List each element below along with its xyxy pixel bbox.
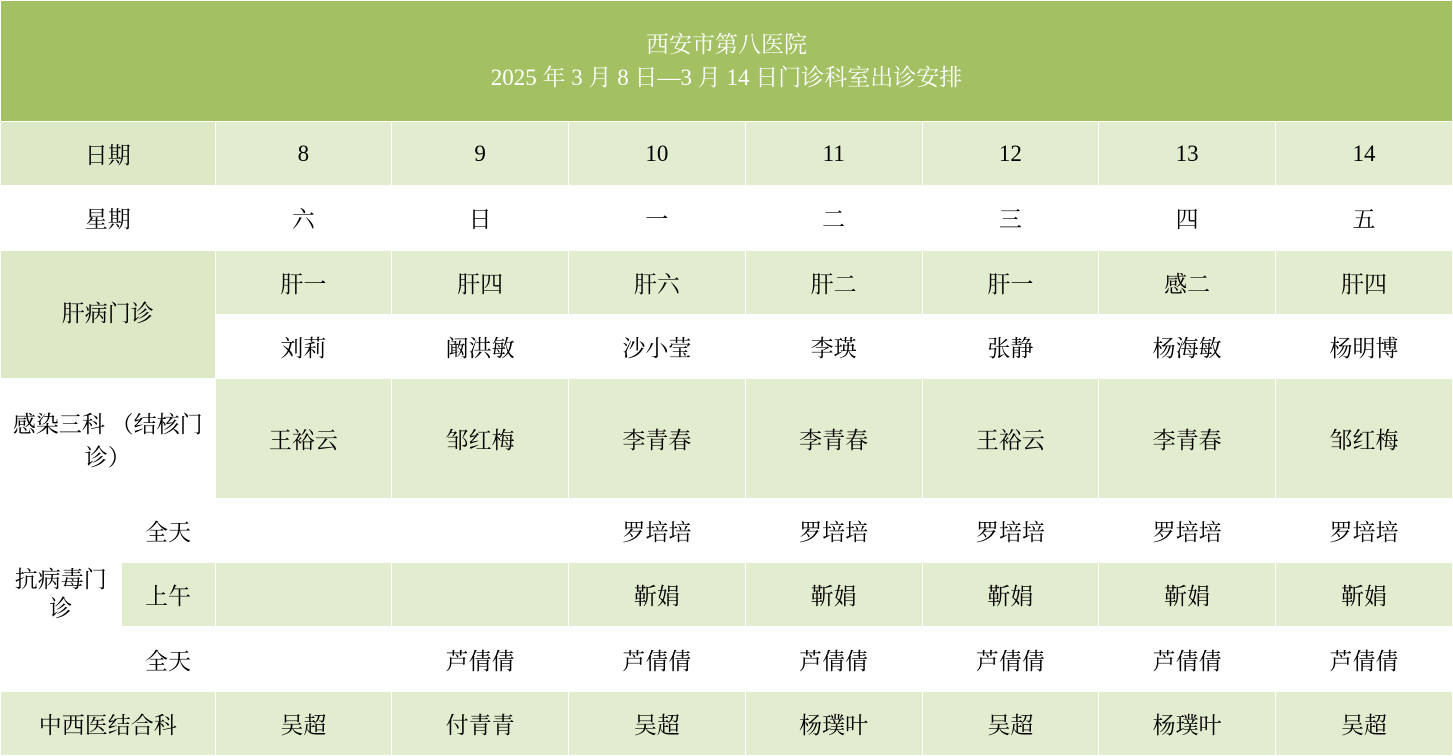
weekday-cell: 六 xyxy=(215,186,392,250)
date-cell: 11 xyxy=(745,122,922,186)
liver-clinic-cell: 肝一 xyxy=(215,250,392,314)
infection-doctor-cell: 李青春 xyxy=(1099,379,1276,499)
date-cell: 13 xyxy=(1099,122,1276,186)
antiviral-row-1 xyxy=(1,499,1453,563)
antiviral-row-2 xyxy=(1,563,1453,627)
infection-row xyxy=(1,379,1453,499)
weekday-cell: 五 xyxy=(1276,186,1453,250)
infection-doctor-cell: 王裕云 xyxy=(922,379,1099,499)
date-row xyxy=(1,122,1453,186)
liver-clinic-cell: 感二 xyxy=(1099,250,1276,314)
antiviral-doctor-cell: 靳娟 xyxy=(922,563,1099,627)
date-cell: 9 xyxy=(392,122,569,186)
antiviral-doctor-cell: 罗培培 xyxy=(1099,499,1276,563)
antiviral-doctor-cell: 芦倩倩 xyxy=(1276,627,1453,691)
hospital-name: 西安市第八医院 xyxy=(646,31,807,57)
weekday-row-label: 星期 xyxy=(1,186,216,250)
schedule-subtitle: 2025 年 3 月 8 日—3 月 14 日门诊科室出诊安排 xyxy=(490,65,963,91)
liver-clinic-cell: 肝四 xyxy=(1276,250,1453,314)
liver-clinic-cell: 肝四 xyxy=(392,250,569,314)
antiviral-doctor-cell: 靳娟 xyxy=(745,563,922,627)
tcm-doctor-cell: 吴超 xyxy=(215,691,392,755)
weekday-cell: 四 xyxy=(1099,186,1276,250)
antiviral-doctor-cell: 罗培培 xyxy=(569,499,746,563)
weekday-cell: 日 xyxy=(392,186,569,250)
date-cell: 14 xyxy=(1276,122,1453,186)
antiviral-row-3 xyxy=(1,627,1453,691)
liver-clinic-cell: 肝一 xyxy=(922,250,1099,314)
weekday-row xyxy=(1,186,1453,250)
tcm-row xyxy=(1,691,1453,755)
weekday-cell: 一 xyxy=(569,186,746,250)
infection-doctor-cell: 邹红梅 xyxy=(1276,379,1453,499)
antiviral-doctor-cell: 芦倩倩 xyxy=(1099,627,1276,691)
antiviral-doctor-cell xyxy=(215,563,392,627)
date-cell: 10 xyxy=(569,122,746,186)
date-row-label: 日期 xyxy=(1,122,216,186)
section-label-antiviral: 抗病毒门诊 xyxy=(1,499,122,692)
tcm-doctor-cell: 吴超 xyxy=(1276,691,1453,755)
liver-doctor-cell: 杨明博 xyxy=(1276,314,1453,378)
antiviral-doctor-cell: 芦倩倩 xyxy=(569,627,746,691)
tcm-doctor-cell: 吴超 xyxy=(569,691,746,755)
liver-doctor-cell: 刘莉 xyxy=(215,314,392,378)
liver-doctor-cell: 阚洪敏 xyxy=(392,314,569,378)
section-label-tcm: 中西医结合科 xyxy=(1,691,216,755)
antiviral-doctor-cell: 芦倩倩 xyxy=(745,627,922,691)
antiviral-doctor-cell xyxy=(215,627,392,691)
antiviral-period-cell: 全天 xyxy=(121,627,215,691)
document-title xyxy=(1,1,1453,122)
tcm-doctor-cell: 杨璞叶 xyxy=(745,691,922,755)
antiviral-doctor-cell: 罗培培 xyxy=(1276,499,1453,563)
title-row xyxy=(1,1,1453,122)
antiviral-doctor-cell: 靳娟 xyxy=(569,563,746,627)
antiviral-period-cell: 全天 xyxy=(121,499,215,563)
section-label-liver: 肝病门诊 xyxy=(1,250,216,378)
antiviral-doctor-cell: 靳娟 xyxy=(1276,563,1453,627)
infection-doctor-cell: 邹红梅 xyxy=(392,379,569,499)
tcm-doctor-cell: 付青青 xyxy=(392,691,569,755)
liver-doctor-cell: 沙小莹 xyxy=(569,314,746,378)
antiviral-period-cell: 上午 xyxy=(121,563,215,627)
antiviral-doctor-cell: 芦倩倩 xyxy=(392,627,569,691)
infection-doctor-cell: 王裕云 xyxy=(215,379,392,499)
antiviral-doctor-cell xyxy=(392,563,569,627)
infection-doctor-cell: 李青春 xyxy=(569,379,746,499)
liver-doctor-row xyxy=(1,314,1453,378)
antiviral-doctor-cell xyxy=(215,499,392,563)
liver-doctor-cell: 杨海敏 xyxy=(1099,314,1276,378)
liver-doctor-cell: 李瑛 xyxy=(745,314,922,378)
weekday-cell: 三 xyxy=(922,186,1099,250)
liver-doctor-cell: 张静 xyxy=(922,314,1099,378)
antiviral-doctor-cell: 芦倩倩 xyxy=(922,627,1099,691)
liver-clinic-cell: 肝六 xyxy=(569,250,746,314)
antiviral-doctor-cell: 罗培培 xyxy=(922,499,1099,563)
weekday-cell: 二 xyxy=(745,186,922,250)
tcm-doctor-cell: 杨璞叶 xyxy=(1099,691,1276,755)
infection-doctor-cell: 李青春 xyxy=(745,379,922,499)
liver-clinic-cell: 肝二 xyxy=(745,250,922,314)
antiviral-doctor-cell: 罗培培 xyxy=(745,499,922,563)
antiviral-doctor-cell xyxy=(392,499,569,563)
date-cell: 12 xyxy=(922,122,1099,186)
date-cell: 8 xyxy=(215,122,392,186)
liver-clinic-code-row xyxy=(1,250,1453,314)
section-label-infection-main: 感染三科 xyxy=(12,411,105,437)
section-label-infection-sub: （结核门诊） xyxy=(84,411,203,470)
section-label-infection xyxy=(1,379,216,499)
antiviral-doctor-cell: 靳娟 xyxy=(1099,563,1276,627)
tcm-doctor-cell: 吴超 xyxy=(922,691,1099,755)
